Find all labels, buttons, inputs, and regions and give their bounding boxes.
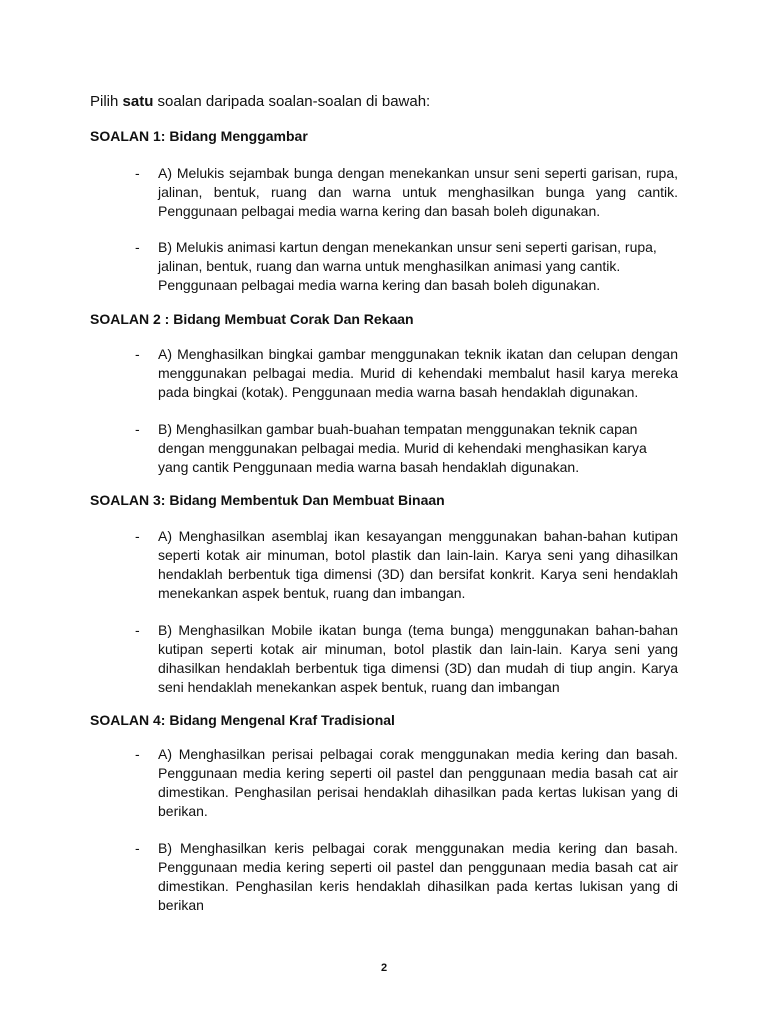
question-1-option-a <box>135 164 678 221</box>
bullet-dash: - <box>135 622 140 638</box>
option-text: B) Menghasilkan gambar buah-buahan tempatan menggunakan teknik capan dengan menggunakan pelbagai media. Murid di kehendaki menghasikan karya yang cantik Penggunaan media warna basah hendaklah digunakan. <box>158 421 647 475</box>
question-3-option-b <box>135 621 678 697</box>
question-3-option-a <box>135 527 678 603</box>
question-4-option-a <box>135 745 678 821</box>
question-1-option-b <box>135 238 678 295</box>
option-text: B) Melukis animasi kartun dengan menekankan unsur seni seperti garisan, rupa, jalinan, bentuk, ruang dan warna untuk menghasilkan animasi yang cantik. Penggunaan pelbagai media warna kering dan basah boleh digunakan. <box>158 239 657 293</box>
question-2-heading: SOALAN 2 : Bidang Membuat Corak Dan Rekaan <box>90 311 414 327</box>
question-3-heading: SOALAN 3: Bidang Membentuk Dan Membuat Binaan <box>90 492 445 508</box>
bullet-dash: - <box>135 746 140 762</box>
instruction-emphasis: satu <box>122 93 154 110</box>
bullet-dash: - <box>135 528 140 544</box>
question-2-option-a <box>135 345 678 402</box>
option-text: A) Melukis sejambak bunga dengan menekankan unsur seni seperti garisan, rupa, jalinan, bentuk, ruang dan warna untuk menghasilkan bunga yang cantik. Penggunaan pelbagai media warna kering dan basah boleh digunakan. <box>158 165 678 219</box>
option-text: B) Menghasilkan Mobile ikatan bunga (tema bunga) menggunakan bahan-bahan kutipan seperti kotak air minuman, botol plastik dan lain-lain. Karya seni yang dihasilkan hendaklah berbentuk tiga dimensi (3D) dan mudah di tiup angin. Karya seni hendaklah menekankan aspek bentuk, ruang dan imbangan <box>158 622 678 695</box>
question-4-option-b <box>135 839 678 915</box>
bullet-dash: - <box>135 421 140 437</box>
bullet-dash: - <box>135 840 140 856</box>
instruction-suffix: soalan daripada soalan-soalan di bawah: <box>153 93 431 110</box>
bullet-dash: - <box>135 165 140 181</box>
instruction-prefix: Pilih <box>90 93 123 110</box>
bullet-dash: - <box>135 346 140 362</box>
option-text: B) Menghasilkan keris pelbagai corak menggunakan media kering dan basah. Penggunaan media kering seperti oil pastel dan penggunaan media basah cat air dimestikan. Penghasilan keris hendaklah dihasilkan pada kertas lukisan yang di berikan <box>158 840 678 913</box>
instruction-line <box>90 92 430 112</box>
option-text: A) Menghasilkan asemblaj ikan kesayangan menggunakan bahan-bahan kutipan seperti kotak air minuman, botol plastik dan lain-lain. Karya seni yang dihasilkan hendaklah berbentuk tiga dimensi (3D) dan bersifat konkrit. Karya seni hendaklah menekankan aspek bentuk, ruang dan imbangan. <box>158 528 678 601</box>
page-number: 2 <box>380 962 388 974</box>
option-text: A) Menghasilkan bingkai gambar menggunakan teknik ikatan dan celupan dengan menggunakan pelbagai media. Murid di kehendaki membalut hasil karya mereka pada bingkai (kotak). Penggunaan media warna basah hendaklah digunakan. <box>158 346 678 400</box>
question-4-heading: SOALAN 4: Bidang Mengenal Kraf Tradisional <box>90 712 395 728</box>
question-2-option-b <box>135 420 678 477</box>
option-text: A) Menghasilkan perisai pelbagai corak menggunakan media kering dan basah. Penggunaan media kering seperti oil pastel dan penggunaan media basah cat air dimestikan. Penghasilan perisai hendaklah dihasilkan pada kertas lukisan yang di berikan. <box>158 746 678 819</box>
question-1-heading: SOALAN 1: Bidang Menggambar <box>90 128 308 144</box>
bullet-dash: - <box>135 239 140 255</box>
